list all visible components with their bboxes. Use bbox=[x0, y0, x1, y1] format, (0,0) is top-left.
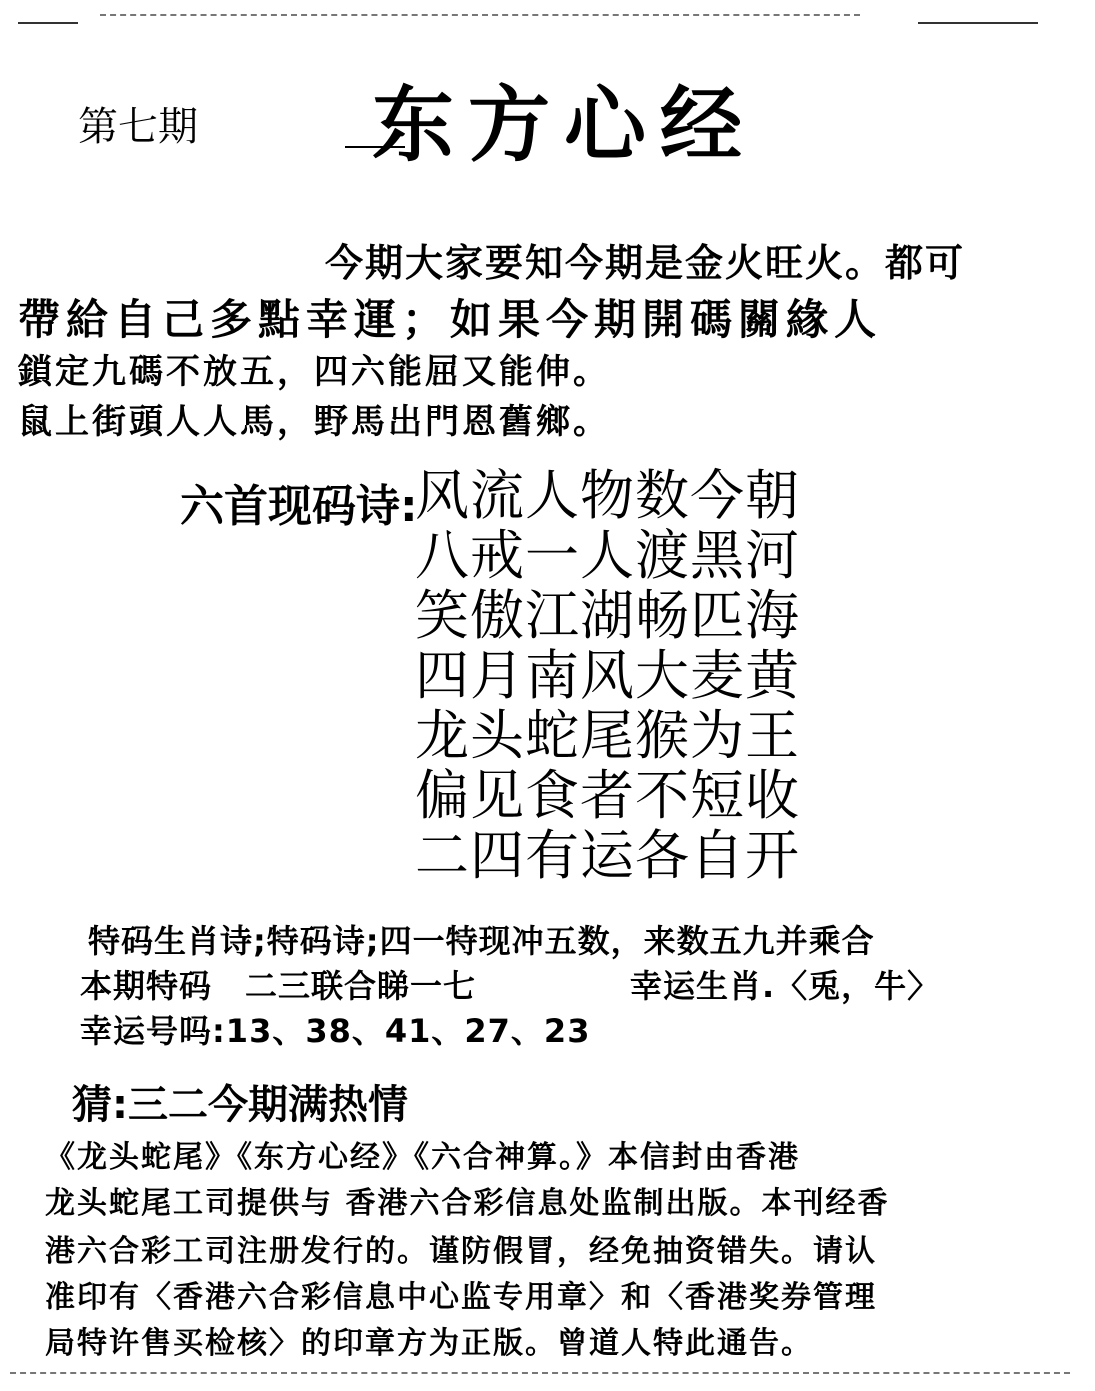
notice-line-1: 《龙头蛇尾》《东方心经》《六合神算。》本信封由香港 bbox=[45, 1140, 800, 1175]
bottom-dotted-rule bbox=[10, 1372, 1070, 1374]
poem-line: 笑傲江湖畅匹海 bbox=[415, 584, 800, 647]
poem-label: 六首现码诗: bbox=[180, 481, 418, 532]
top-left-rule bbox=[18, 22, 78, 24]
guess-line: 猜:三二今期满热情 bbox=[72, 1082, 408, 1128]
lucky-numbers: 幸运号吗:13、38、41、27、23 bbox=[80, 1012, 591, 1050]
poem-line: 二四有运各自开 bbox=[415, 824, 800, 887]
issue-number: 第七期 bbox=[78, 104, 198, 150]
top-dotted-rule bbox=[100, 14, 860, 16]
notice-line-2: 龙头蛇尾工司提供与 香港六合彩信息处监制出版。本刊经香 bbox=[45, 1186, 890, 1221]
intro-line-2: 帶給自己多點幸運；如果今期開碼關緣人 bbox=[18, 295, 883, 344]
intro-line-3: 鎖定九碼不放五，四六能屈又能伸。 bbox=[18, 352, 610, 392]
intro-line-4: 鼠上街頭人人馬，野馬出門恩舊鄉。 bbox=[18, 402, 610, 442]
title-underline bbox=[345, 146, 405, 148]
poem-line: 风流人物数今朝 bbox=[415, 464, 800, 527]
notice-line-3: 港六合彩工司注册发行的。谨防假冒，经免抽资错失。请认 bbox=[45, 1234, 877, 1269]
intro-line-1: 今期大家要知今期是金火旺火。都可 bbox=[325, 241, 966, 285]
poem-block bbox=[415, 466, 800, 886]
poem-line: 八戒一人渡黑河 bbox=[415, 524, 800, 587]
poem-line: 偏见食者不短收 bbox=[415, 764, 800, 827]
poem-line: 龙头蛇尾猴为王 bbox=[415, 704, 800, 767]
special-code-line: 本期特码 二三联合睇一七 bbox=[80, 967, 477, 1005]
poem-line: 四月南风大麦黄 bbox=[415, 644, 800, 707]
lucky-zodiac: 幸运生肖.〈兎，牛〉 bbox=[630, 967, 941, 1005]
page-title: 东方心经 bbox=[372, 78, 757, 173]
notice-line-4: 准印有〈香港六合彩信息中心监专用章〉和〈香港奖券管理 bbox=[45, 1280, 877, 1315]
top-right-rule bbox=[918, 22, 1038, 24]
notice-line-5: 局特许售买检核〉的印章方为正版。曾道人特此通告。 bbox=[45, 1326, 813, 1361]
special-code-poem: 特码生肖诗;特码诗;四一特现冲五数，来数五九并乘合 bbox=[88, 922, 875, 960]
